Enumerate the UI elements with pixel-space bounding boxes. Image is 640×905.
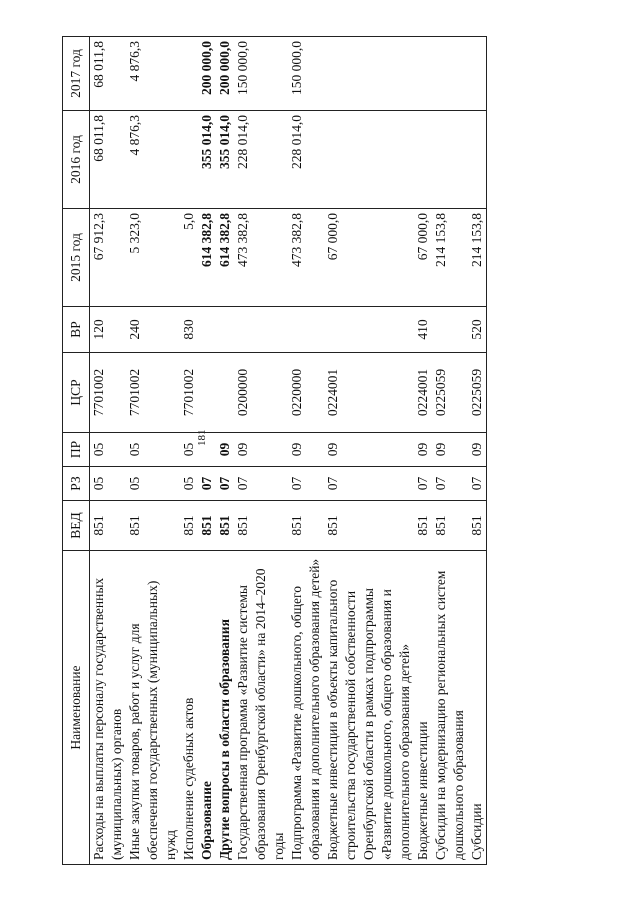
cell-2016 [180, 111, 198, 209]
cell-csr: 7701002 [90, 353, 127, 433]
cell-2015: 214 153,8 [468, 209, 487, 307]
cell-pr: 09 [432, 433, 468, 467]
cell-rz: 07 [468, 467, 487, 501]
cell-ved: 851 [216, 501, 234, 551]
cell-vr [216, 307, 234, 353]
cell-csr [198, 353, 216, 433]
cell-2015: 214 153,8 [432, 209, 468, 307]
cell-2015: 67 912,3 [90, 209, 127, 307]
cell-name: Образование [198, 551, 216, 865]
cell-2015: 5 323,0 [126, 209, 180, 307]
header-vr: ВР [63, 307, 90, 353]
budget-table [62, 36, 487, 865]
cell-pr: 09 [324, 433, 414, 467]
table-row [198, 37, 216, 865]
cell-rz: 05 [126, 467, 180, 501]
cell-name: Подпрограмма «Развитие дошкольного, общего образования и дополнительного образования детей» [288, 551, 324, 865]
header-2016: 2016 год [63, 111, 90, 209]
cell-name: Бюджетные инвестиции [414, 551, 432, 865]
header-pr: ПР [63, 433, 90, 467]
cell-vr [234, 307, 288, 353]
cell-2017: 150 000,0 [288, 37, 324, 111]
cell-2016 [468, 111, 487, 209]
cell-pr: 09 [468, 433, 487, 467]
cell-name: Другие вопросы в области образования [216, 551, 234, 865]
cell-ved: 851 [414, 501, 432, 551]
cell-vr [288, 307, 324, 353]
cell-2016: 355 014,0 [198, 111, 216, 209]
cell-rz: 07 [414, 467, 432, 501]
table-row [180, 37, 198, 865]
cell-rz: 07 [432, 467, 468, 501]
cell-ved: 851 [90, 501, 127, 551]
cell-rz: 07 [288, 467, 324, 501]
cell-csr: 7701002 [126, 353, 180, 433]
cell-csr: 0224001 [414, 353, 432, 433]
cell-2017 [468, 37, 487, 111]
cell-2017 [414, 37, 432, 111]
table-row [432, 37, 468, 865]
table-header [63, 37, 90, 865]
cell-rz: 07 [234, 467, 288, 501]
table-row [126, 37, 180, 865]
rotated-budget-table-container [62, 37, 577, 865]
cell-2016: 68 011,8 [90, 111, 127, 209]
cell-name: Субсидии [468, 551, 487, 865]
cell-csr: 0225059 [432, 353, 468, 433]
cell-csr [216, 353, 234, 433]
cell-name: Государственная программа «Развитие системы образования Оренбургской области» на 2014–2020 годы [234, 551, 288, 865]
table-row [288, 37, 324, 865]
cell-2016 [324, 111, 414, 209]
cell-2017: 4 876,3 [126, 37, 180, 111]
cell-pr: 05 [90, 433, 127, 467]
cell-2017 [180, 37, 198, 111]
cell-rz: 07 [216, 467, 234, 501]
cell-csr: 7701002 [180, 353, 198, 433]
cell-2015: 67 000,0 [324, 209, 414, 307]
cell-csr: 0220000 [288, 353, 324, 433]
cell-2016: 228 014,0 [234, 111, 288, 209]
cell-2016 [414, 111, 432, 209]
cell-pr: 05 [180, 433, 198, 467]
cell-ved: 851 [126, 501, 180, 551]
cell-2015: 67 000,0 [414, 209, 432, 307]
cell-vr [432, 307, 468, 353]
cell-ved: 851 [288, 501, 324, 551]
table-row [324, 37, 414, 865]
cell-ved: 851 [234, 501, 288, 551]
cell-vr: 520 [468, 307, 487, 353]
header-2015: 2015 год [63, 209, 90, 307]
header-row [63, 37, 90, 865]
table-row [468, 37, 487, 865]
cell-ved: 851 [432, 501, 468, 551]
cell-2017 [432, 37, 468, 111]
cell-rz: 07 [324, 467, 414, 501]
cell-ved: 851 [198, 501, 216, 551]
cell-pr: 05 [126, 433, 180, 467]
header-csr: ЦСР [63, 353, 90, 433]
cell-name: Исполнение судебных актов [180, 551, 198, 865]
cell-2016 [432, 111, 468, 209]
cell-2016: 228 014,0 [288, 111, 324, 209]
table-row [216, 37, 234, 865]
cell-2017: 68 011,8 [90, 37, 127, 111]
cell-2017: 150 000,0 [234, 37, 288, 111]
cell-csr: 0225059 [468, 353, 487, 433]
cell-2015: 5,0 [180, 209, 198, 307]
table-row [414, 37, 432, 865]
cell-name: Субсидии на модернизацию региональных систем дошкольного образования [432, 551, 468, 865]
cell-vr: 240 [126, 307, 180, 353]
table-row [90, 37, 127, 865]
header-ved: ВЕД [63, 501, 90, 551]
cell-2016: 355 014,0 [216, 111, 234, 209]
cell-2015: 473 382,8 [288, 209, 324, 307]
cell-2017 [324, 37, 414, 111]
cell-vr: 410 [414, 307, 432, 353]
header-rz: РЗ [63, 467, 90, 501]
cell-csr: 0200000 [234, 353, 288, 433]
cell-2017: 200 000,0 [198, 37, 216, 111]
page-number: 181 [196, 429, 208, 446]
table-row [234, 37, 288, 865]
cell-2015: 614 382,8 [198, 209, 216, 307]
cell-vr [198, 307, 216, 353]
cell-vr: 120 [90, 307, 127, 353]
cell-pr: 09 [288, 433, 324, 467]
cell-2015: 473 382,8 [234, 209, 288, 307]
cell-ved: 851 [180, 501, 198, 551]
cell-pr: 09 [414, 433, 432, 467]
cell-pr: 09 [216, 433, 234, 467]
cell-vr [324, 307, 414, 353]
cell-pr [198, 433, 216, 467]
cell-pr: 09 [234, 433, 288, 467]
cell-vr: 830 [180, 307, 198, 353]
cell-2017: 200 000,0 [216, 37, 234, 111]
cell-name: Расходы на выплаты персоналу государственных (муниципальных) органов [90, 551, 127, 865]
header-2017: 2017 год [63, 37, 90, 111]
cell-ved: 851 [324, 501, 414, 551]
table-body [90, 37, 487, 865]
cell-name: Иные закупки товаров, работ и услуг для обеспечения государственных (муниципальных) нужд [126, 551, 180, 865]
cell-ved: 851 [468, 501, 487, 551]
cell-rz: 07 [198, 467, 216, 501]
cell-rz: 05 [180, 467, 198, 501]
cell-2015: 614 382,8 [216, 209, 234, 307]
cell-2016: 4 876,3 [126, 111, 180, 209]
header-name: Наименование [63, 551, 90, 865]
cell-rz: 05 [90, 467, 127, 501]
cell-csr: 0224001 [324, 353, 414, 433]
cell-name: Бюджетные инвестиции в объекты капитального строительства государственной собственности Оренбургской области в рамках подпрограммы «Развитие дошкольного, общего образования и дополнительного образования детей» [324, 551, 414, 865]
